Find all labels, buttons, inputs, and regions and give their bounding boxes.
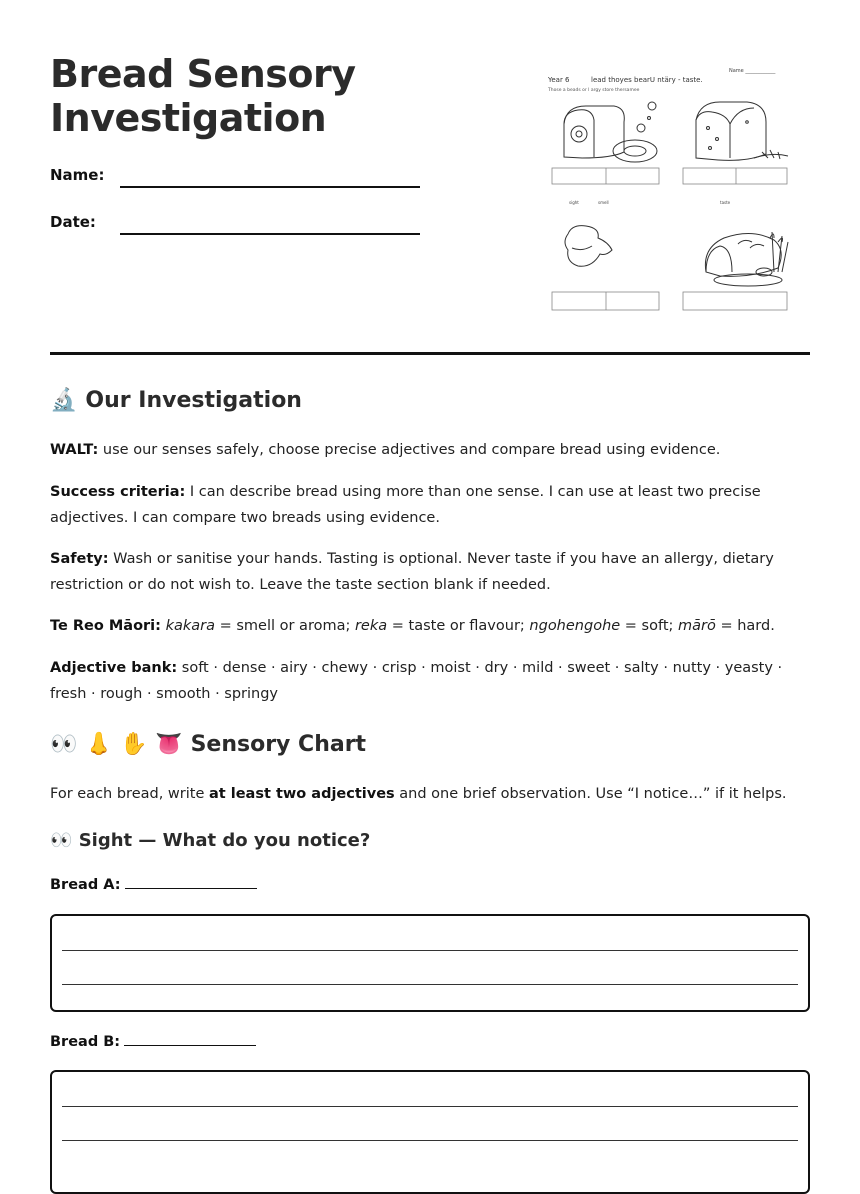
investigation-heading-text: Our Investigation	[85, 388, 302, 413]
bread-a-label	[50, 876, 257, 893]
worksheet-header	[50, 0, 810, 355]
walt-text: use our senses safely, choose precise adjectives and compare bread using evidence.	[98, 442, 721, 458]
te-reo-paragraph	[50, 613, 810, 639]
success-criteria-text: I can describe bread using more than one sense. I can use at least two precise adjectives. I can compare two breads using evidence.	[50, 484, 761, 526]
answer-line	[62, 1140, 798, 1141]
reo-meaning-2: = taste or flavour;	[387, 618, 530, 634]
microscope-icon: 🔬	[50, 388, 78, 413]
date-label: Date:	[50, 213, 96, 231]
eyes-icon: 👀	[50, 830, 73, 851]
safety-label: Safety:	[50, 551, 109, 567]
reo-word-reka: reka	[354, 618, 388, 634]
success-criteria-paragraph	[50, 479, 810, 531]
te-reo-label: Te Reo Māori:	[50, 618, 161, 634]
sight-heading	[50, 830, 370, 851]
reo-word-kakara: kakara	[165, 618, 215, 634]
reo-word-ngohengohe: ngohengohe	[529, 618, 621, 634]
thumb-smell-label: smell	[598, 200, 609, 205]
worksheet-page	[50, 0, 810, 1050]
sensory-chart-heading	[50, 732, 366, 757]
bread-b-name-blank[interactable]	[124, 1033, 256, 1046]
answer-line	[62, 984, 798, 985]
date-input-line[interactable]	[120, 217, 420, 235]
title-line-1: Bread Sensory	[50, 52, 356, 96]
thumb-taste-label: taste	[720, 200, 731, 205]
page-title	[50, 52, 355, 140]
reo-word-maro: mārō	[678, 618, 716, 634]
loaf-slice-drawing	[564, 102, 657, 162]
name-field	[50, 166, 420, 184]
answer-line	[62, 1106, 798, 1107]
adjective-bank-paragraph	[50, 655, 810, 707]
reo-meaning-3: = soft;	[620, 618, 679, 634]
bread-b-label-text: Bread B:	[50, 1034, 121, 1050]
senses-icons: 👀 👃 ✋ 👅	[50, 732, 183, 757]
adjective-bank-label: Adjective bank:	[50, 660, 178, 676]
walt-paragraph	[50, 437, 810, 463]
bread-b-label	[50, 1033, 256, 1050]
thumb-answer-box-4	[683, 292, 787, 310]
thumb-name-label: Name ____________	[729, 68, 776, 74]
success-criteria-label: Success criteria:	[50, 484, 186, 500]
thumb-answer-box-3	[552, 292, 659, 310]
investigation-heading	[50, 388, 302, 413]
title-line-2: Investigation	[50, 96, 327, 140]
bread-a-label-text: Bread A:	[50, 877, 121, 893]
thumb-heading: lead thoyes bearU ntäry - taste.	[591, 76, 703, 84]
name-label: Name:	[50, 166, 105, 184]
bread-a-name-blank[interactable]	[125, 876, 257, 889]
name-input-line[interactable]	[120, 170, 420, 188]
date-field	[50, 213, 420, 231]
reo-meaning-1: = smell or aroma;	[214, 618, 355, 634]
sensory-intro	[50, 781, 810, 807]
thumb-year: Year 6	[548, 76, 570, 84]
answer-line	[62, 950, 798, 951]
worksheet-thumbnail-illustration	[542, 62, 794, 320]
thumb-answer-box-2	[683, 168, 787, 184]
thumb-sight-label: sight	[569, 200, 579, 205]
walt-label: WALT:	[50, 442, 99, 458]
worksheet-thumbnail	[542, 62, 794, 320]
thumb-answer-box-1	[552, 168, 659, 184]
sensory-chart-heading-text: Sensory Chart	[190, 732, 367, 757]
safety-paragraph	[50, 546, 810, 598]
sensory-intro-post: and one brief observation. Use “I notice…” if it helps.	[394, 786, 787, 802]
torn-bread-drawing	[565, 226, 612, 267]
rustic-loaf-drawing	[705, 232, 788, 286]
sensory-intro-bold: at least two adjectives	[208, 786, 395, 802]
bread-a-answer-box[interactable]	[50, 914, 810, 1012]
safety-text: Wash or sanitise your hands. Tasting is optional. Never taste if you have an allergy, dietary restriction or do not wish to. Leave the taste section blank if needed.	[50, 551, 774, 593]
sensory-intro-pre: For each bread, write	[50, 786, 209, 802]
sight-heading-text: Sight — What do you notice?	[78, 830, 371, 851]
reo-meaning-4: = hard.	[715, 618, 775, 634]
adjective-bank-text: soft · dense · airy · chewy · crisp · moist · dry · mild · sweet · salty · nutty · yeasty · fresh · rough · smooth · springy	[50, 660, 783, 702]
bread-b-answer-box[interactable]	[50, 1070, 810, 1194]
loaf-drawing	[696, 102, 788, 160]
thumb-subheading: Those a beads or l argy store thersamee	[548, 88, 640, 93]
